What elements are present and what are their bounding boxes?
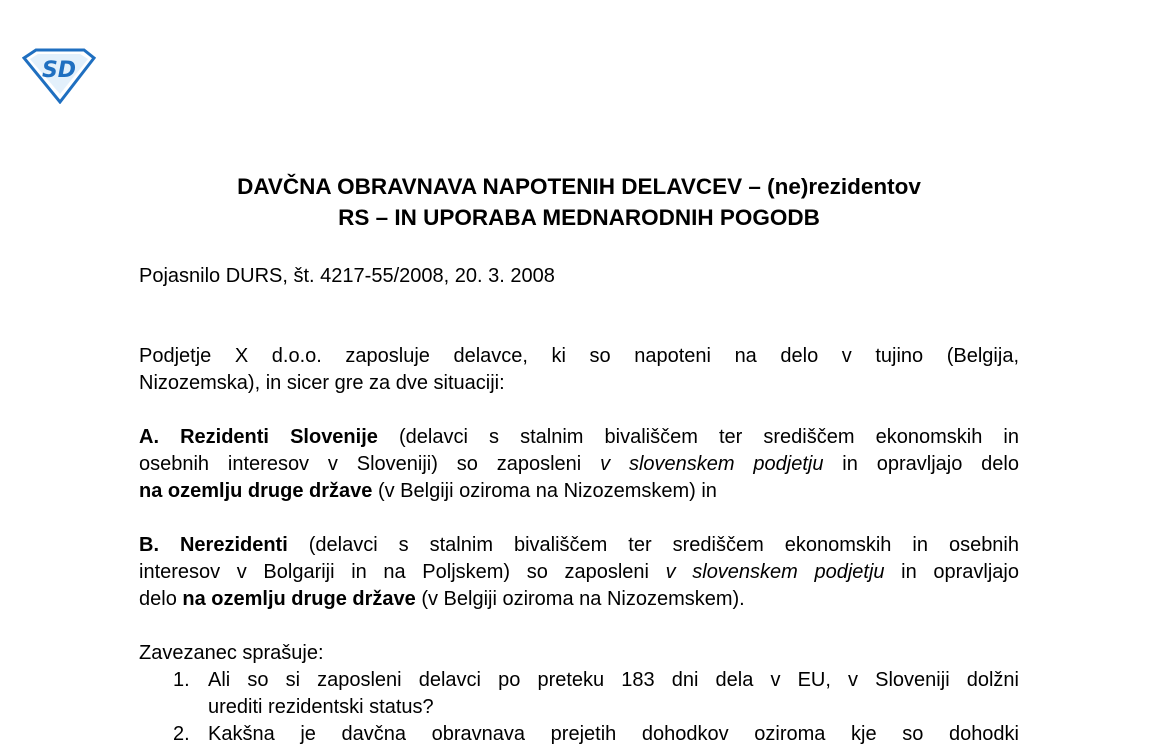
intro-paragraph <box>139 343 1019 397</box>
paragraph-a <box>139 424 1019 505</box>
para-b-text-2a: interesov v Bolgariji in na Poljskem) so zaposleni <box>139 561 666 583</box>
source-reference: Pojasnilo DURS, št. 4217-55/2008, 20. 3. 2008 <box>139 265 555 287</box>
company-logo <box>22 48 96 104</box>
para-b-text-1: (delavci s stalnim bivališčem ter središčem ekonomskih in osebnih <box>287 534 1020 556</box>
para-a-text-3: (v Belgiji oziroma na Nizozemskem) in <box>372 480 717 502</box>
question-list <box>139 667 1019 748</box>
para-a-strong: na ozemlju druge države <box>139 480 373 502</box>
para-a-emphasis: v slovenskem podjetju <box>600 453 824 475</box>
intro-line-1: Podjetje X d.o.o. zaposluje delavce, ki so napoteni na delo v tujino (Belgija, <box>139 345 1019 367</box>
para-a-label: A. Rezidenti Slovenije <box>139 426 378 448</box>
document-title <box>140 171 1018 233</box>
title-line-2: RS – IN UPORABA MEDNARODNIH POGODB <box>338 205 820 230</box>
para-b-line-2 <box>139 559 1019 586</box>
para-b-line-3 <box>139 586 1019 613</box>
para-b-text-3b: (v Belgiji oziroma na Nizozemskem). <box>415 588 745 610</box>
list-item-line-1: Ali so si zaposleni delavci po preteku 183 dni dela v EU, v Sloveniji dolžni <box>208 669 1019 691</box>
logo-monogram: SD <box>41 58 77 83</box>
list-item <box>139 721 1019 748</box>
para-a-line-1 <box>139 424 1019 451</box>
para-a-text-1: (delavci s stalnim bivališčem ter središčem ekonomskih in <box>377 426 1019 448</box>
para-b-emphasis: v slovenskem podjetju <box>665 561 885 583</box>
list-item-number: 1. <box>173 669 190 691</box>
list-item <box>139 667 1019 721</box>
para-a-line-3 <box>139 478 1019 505</box>
paragraph-b <box>139 532 1019 613</box>
para-b-text-3a: delo <box>139 588 183 610</box>
question-intro: Zavezanec sprašuje: <box>139 642 324 664</box>
list-item-line-1: Kakšna je davčna obravnava prejetih dohodkov oziroma kje so dohodki <box>208 723 1019 745</box>
para-b-strong: na ozemlju druge države <box>182 588 416 610</box>
list-item-line-2: urediti rezidentski status? <box>208 696 434 718</box>
intro-line-2: Nizozemska), in sicer gre za dve situaciji: <box>139 372 505 394</box>
para-b-line-1 <box>139 532 1019 559</box>
para-a-text-2a: osebnih interesov v Sloveniji) so zaposleni <box>139 453 601 475</box>
para-a-line-2 <box>139 451 1019 478</box>
title-line-1: DAVČNA OBRAVNAVA NAPOTENIH DELAVCEV – (ne)rezidentov <box>237 174 921 199</box>
para-b-label: B. Nerezidenti <box>139 534 288 556</box>
list-item-number: 2. <box>173 723 190 745</box>
para-b-text-2b: in opravljajo <box>884 561 1019 583</box>
para-a-text-2b: in opravljajo delo <box>823 453 1019 475</box>
